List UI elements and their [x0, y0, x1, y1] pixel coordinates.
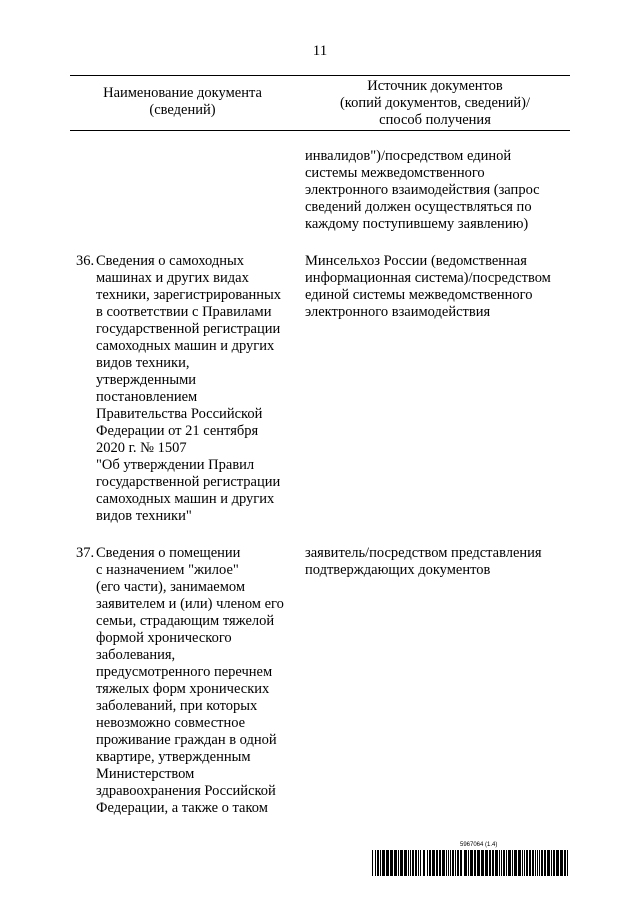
barcode-image — [372, 850, 568, 876]
header-document-name: Наименование документа (сведений) — [103, 85, 262, 118]
row-36-source: Минсельхоз России (ведомственная информационная система)/посредством единой системы межведомственного электронного взаимодействия — [305, 253, 551, 320]
header-document-source: Источник документов (копий документов, сведений)/ способ получения — [339, 78, 531, 128]
row-36-number: 36. — [76, 253, 95, 269]
row-36-name: Сведения о самоходных машинах и других видах техники, зарегистрированных в соответствии с Правилами государственной регистрации самоходных машин и других видов техники, утвержденными постановлением Правительства Российской Федерации от 21 сентября 2020 г. № 1507 "Об утверждении Правил государственной регистрации самоходных машин и других видов техники" — [96, 253, 282, 524]
table-header-rule — [70, 130, 570, 131]
row-37-name: Сведения о помещении с назначением "жилое" (его части), занимаемом заявителем и (или) членом его семьи, страдающим тяжелой формой хронического заболевания, предусмотренного перечнем тяжелых форм хронических заболеваний, при которых невозможно совместное проживание граждан в одной квартире, утвержденным Министерством здравоохранения Российской Федерации, а также о таком — [96, 545, 284, 816]
table-top-rule — [70, 75, 570, 76]
barcode-label: 5967064 (1.4) — [460, 842, 498, 848]
row-37-source: заявитель/посредством представления подтверждающих документов — [305, 545, 542, 578]
row-continuation-source: инвалидов")/посредством единой системы межведомственного электронного взаимодействия (запрос сведений должен осуществляться по каждому поступившему заявлению) — [305, 148, 540, 232]
row-37-number: 37. — [76, 545, 95, 561]
page-number: 11 — [312, 43, 328, 59]
